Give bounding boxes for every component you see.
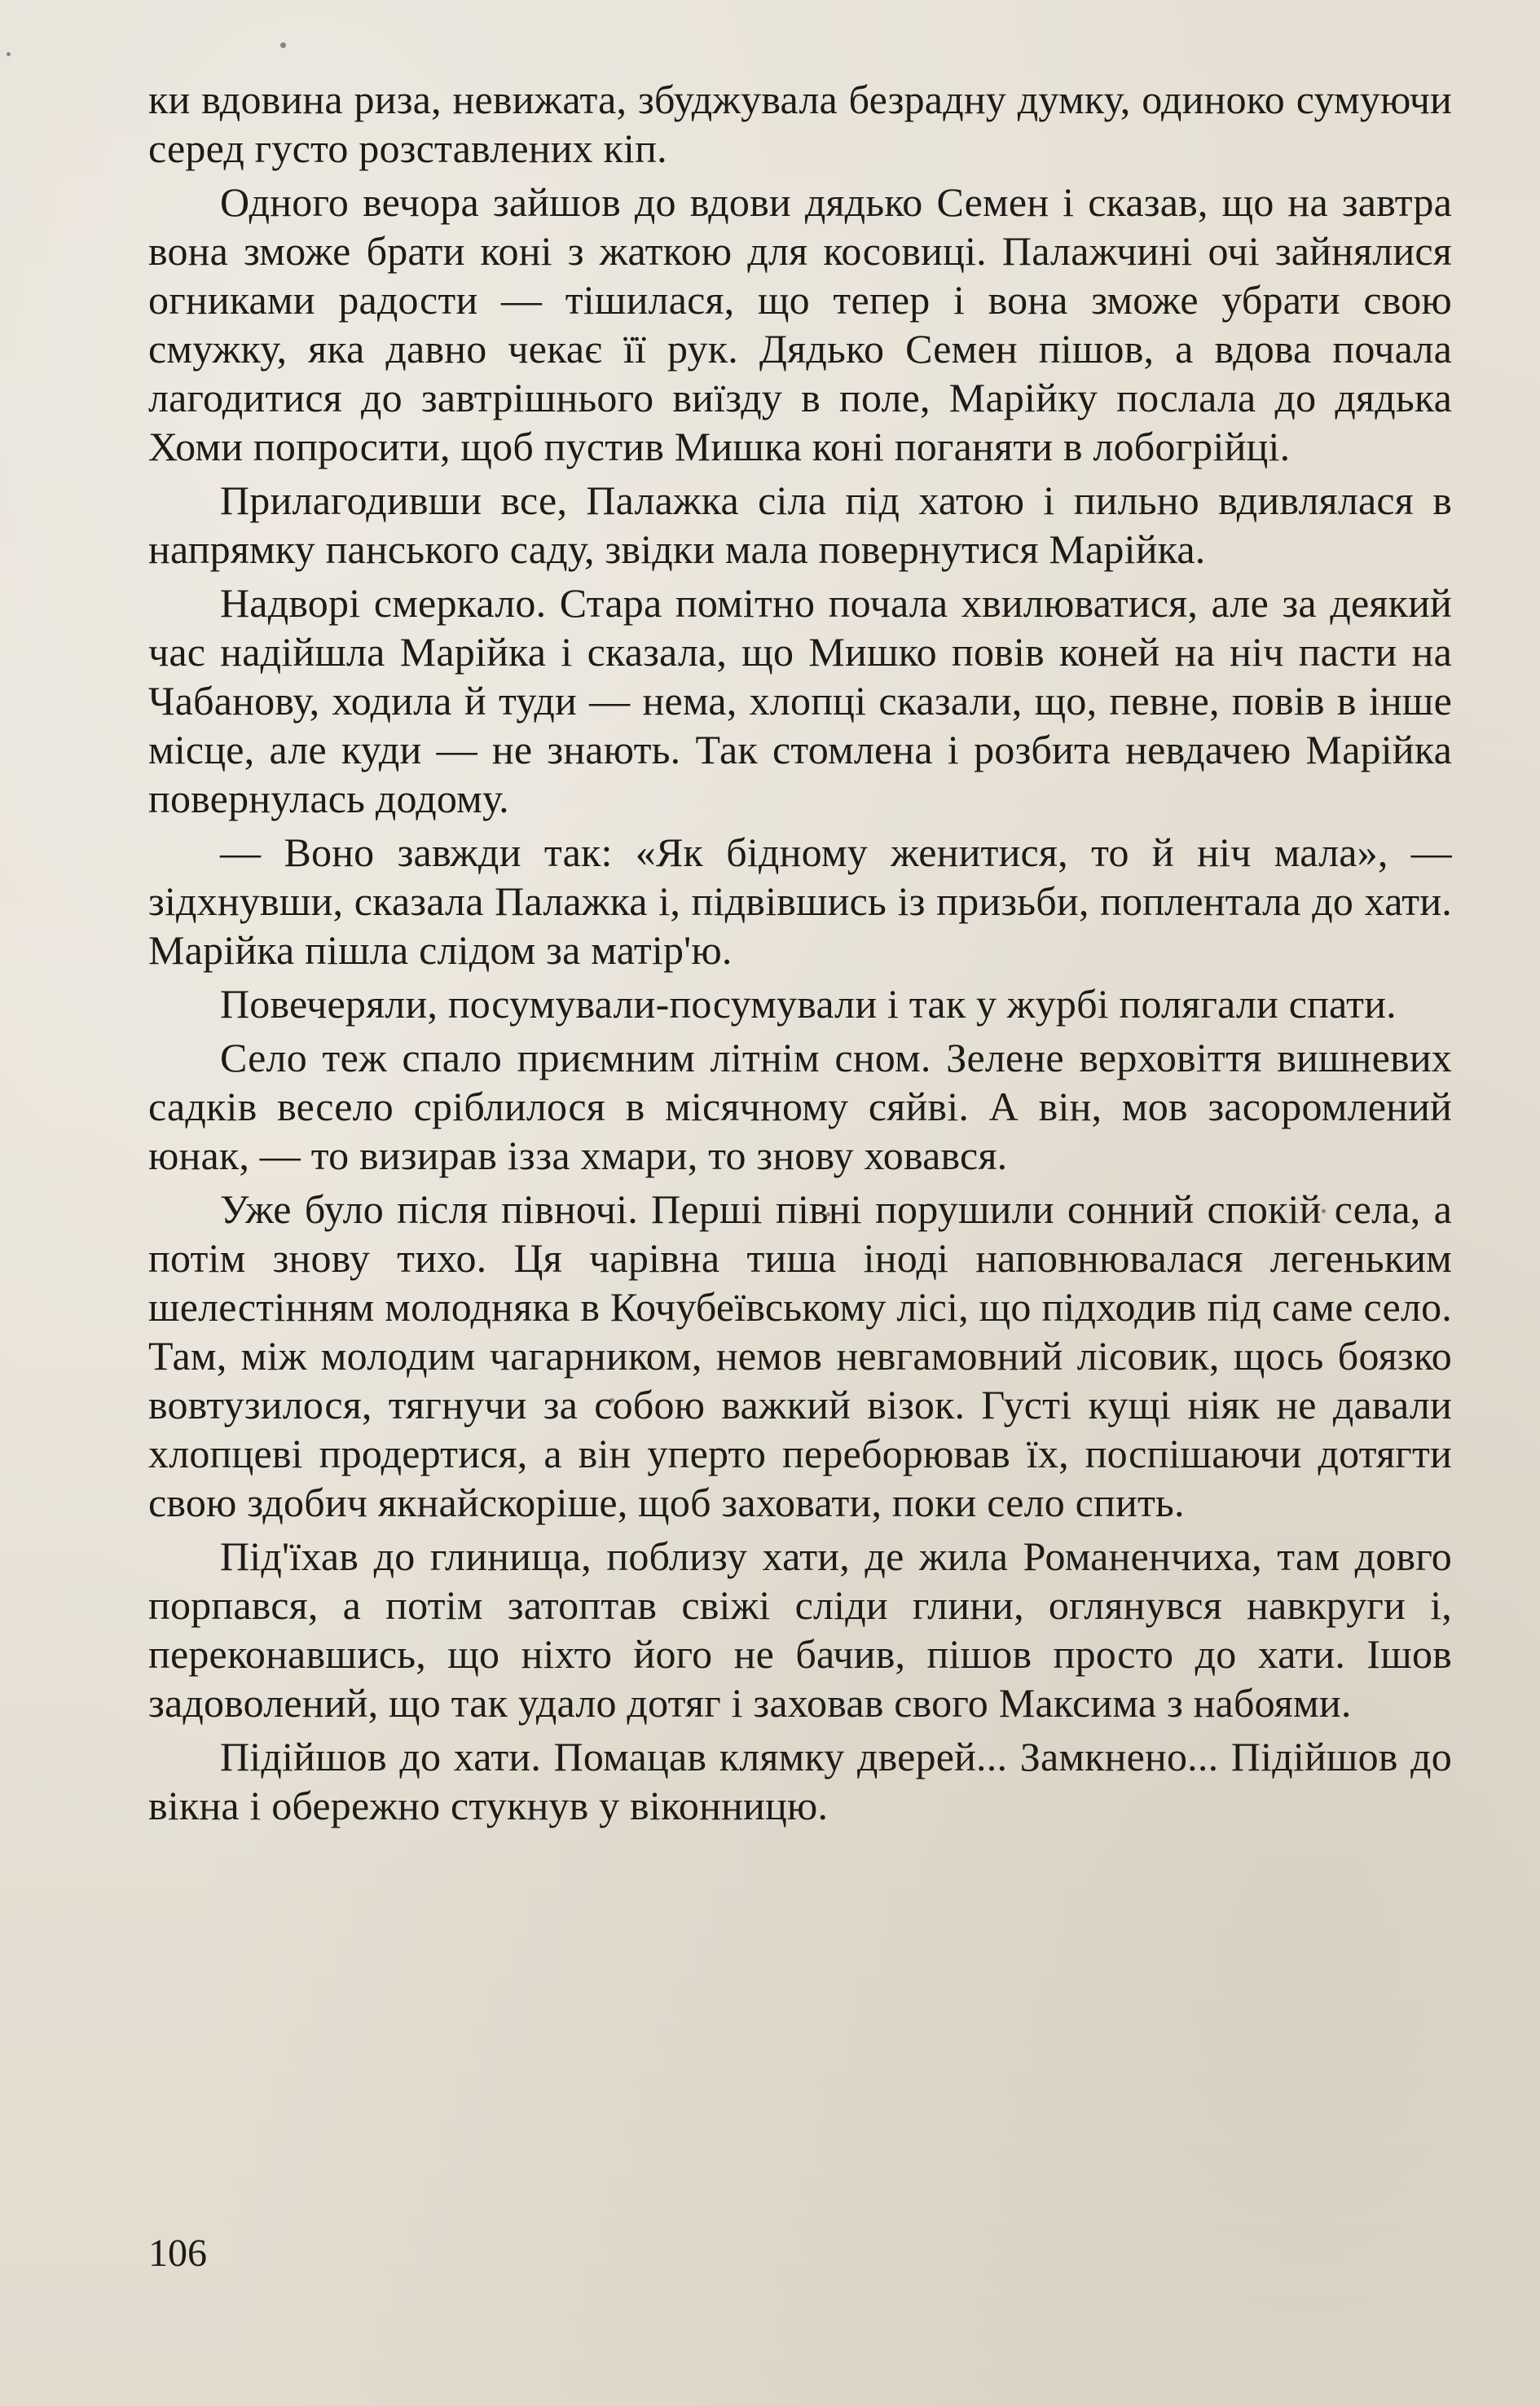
paragraph: Одного вечора зайшов до вдови дядько Семен і сказав, що на завтра вона зможе брати коні з жаткою для косовиці. Палажчині очі зайнялися огниками радости — тішилася, що тепер і вона зможе убрати свою смужку, яка давно чекає її рук. Дядько Семен пішов, а вдова почала лагодитися до завтрішнього виїзду в поле, Марійку послала до дядька Хоми попросити, щоб пустив Мишка коні поганяти в лобогрійці. [148,179,1452,469]
paragraph-dialogue: — Воно завжди так: «Як бідному женитися, то й ніч мала», — зідхнувши, сказала Палажка і, підвівшись із призьби, поплентала до хати. Марійка пішла слідом за матір'ю. [148,829,1452,973]
paragraph: Підійшов до хати. Помацав клямку дверей... Замкнено... Підійшов до вікна і обережно стукнув у віконницю. [148,1734,1452,1828]
page-number: 106 [148,2232,207,2275]
paragraph: Надворі смеркало. Стара помітно почала хвилюватися, але за деякий час надійшла Марійка і сказала, що Мишко повів коней на ніч пасти на Чабанову, ходила й туди — нема, хлопці сказали, що, певне, повів в інше місце, але куди — не знають. Так стомлена і розбита невдачею Марійка повернулась додому. [148,580,1452,821]
paragraph: Село теж спало приємним літнім сном. Зелене верховіття вишневих садків весело сріблилося в місячному сяйві. А він, мов засоромлений юнак, — то визирав ізза хмари, то знову ховався. [148,1035,1452,1178]
ink-speck [280,42,286,48]
paragraph: Під'їхав до глинища, поблизу хати, де жила Романенчиха, там довго порпався, а потім затоптав свіжі сліди глини, оглянувся навкруги і, переконавшись, що ніхто його не бачив, пішов просто до хати. Ішов задоволений, що так удало дотяг і заховав свого Максима з набоями. [148,1533,1452,1726]
paragraph-continuation: ки вдовина риза, невижата, збуджувала безрадну думку, одиноко сумуючи серед густо розставлених кіп. [148,77,1452,171]
paragraph: Прилагодивши все, Палажка сіла під хатою і пильно вдивлялася в напрямку панського саду, звідки мала повернутися Марійка. [148,477,1452,572]
paragraph: Уже було після півночі. Перші півні порушили сонний спокій села, а потім знову тихо. Ця чарівна тиша іноді наповнювалася легеньким шелестінням молодняка в Кочубеївському лісі, що підходив під саме село. Там, між молодим чагарником, немов невгамовний лісовик, щось боязко вовтузилося, тягнучи за собою важкий візок. Густі кущі ніяк не давали хлопцеві продертися, а він уперто переборював їх, поспішаючи дотягти свою здобич якнайскоріше, щоб заховати, поки село спить. [148,1186,1452,1525]
body-text [148,75,1452,1835]
paragraph: Повечеряли, посумували-посумували і так у журбі полягали спати. [220,981,1397,1027]
ink-speck [7,52,11,56]
